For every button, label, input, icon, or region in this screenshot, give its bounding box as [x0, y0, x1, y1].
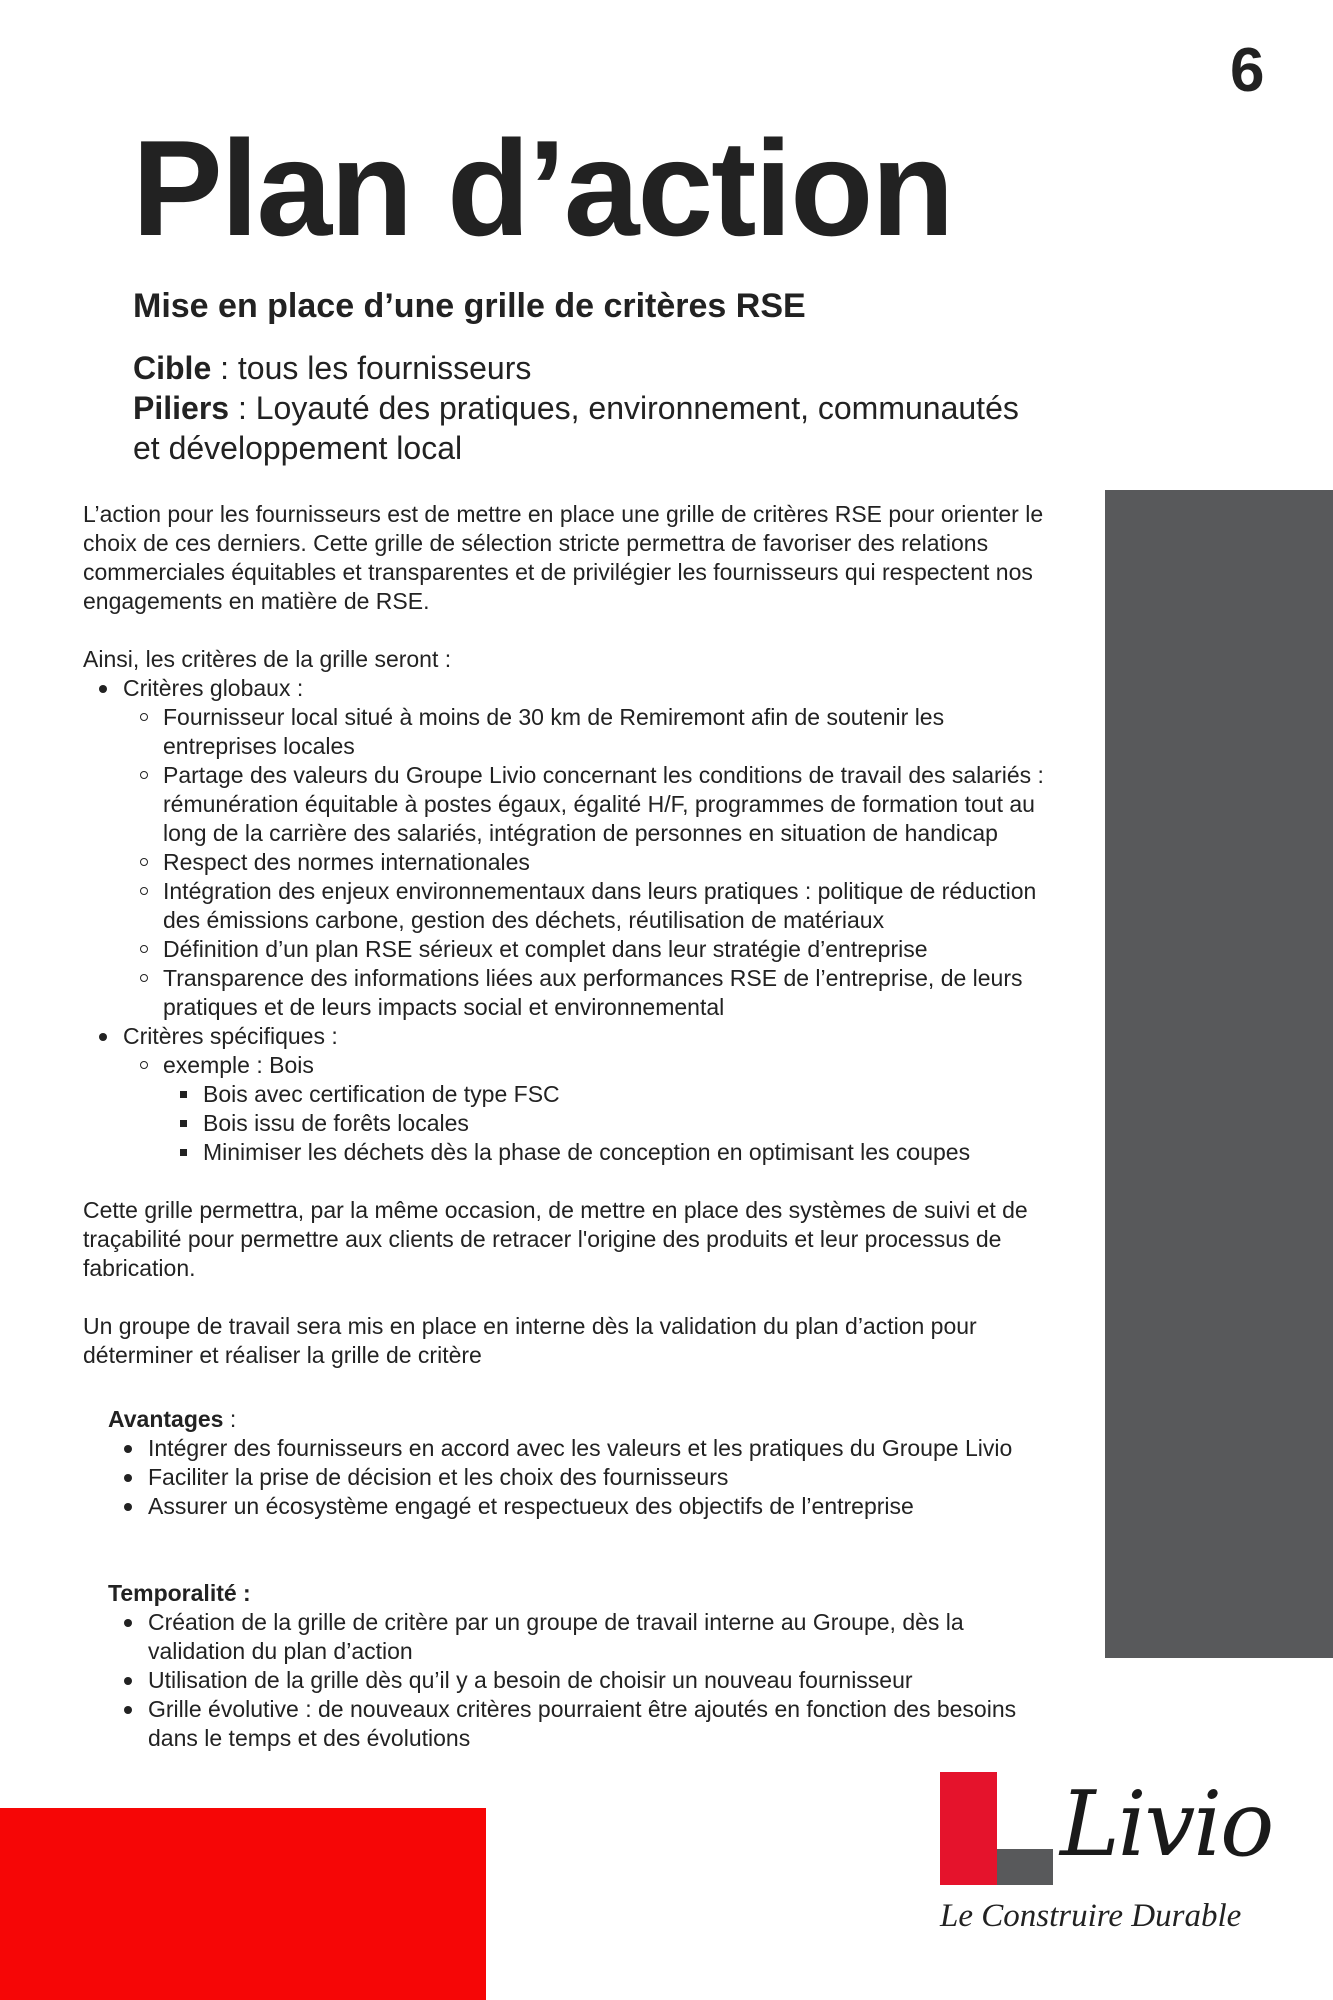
page-title: Plan d’action	[132, 112, 953, 264]
list-item: Assurer un écosystème engagé et respectueux des objectifs de l’entreprise	[108, 1492, 1063, 1521]
pillars-line	[133, 388, 1053, 468]
logo-red-square	[940, 1772, 997, 1885]
list-item: Transparence des informations liées aux performances RSE de l’entreprise, de leurs pratiques et de leurs impacts social et environnemental	[123, 964, 1063, 1022]
page-subtitle: Mise en place d’une grille de critères RSE	[133, 287, 806, 325]
logo-wordmark: Livio	[1060, 1772, 1273, 1877]
intro-paragraph: L’action pour les fournisseurs est de mettre en place une grille de critères RSE pour orienter le choix de ces derniers. Cette grille de sélection stricte permettra de favoriser des relations commerciales équitables et transparentes et de privilégier les fournisseurs qui respectent nos engagements en matière de RSE.	[83, 501, 1044, 614]
target-value: tous les fournisseurs	[237, 350, 532, 386]
pillars-value: Loyauté des pratiques, environnement, communautés et développement local	[133, 390, 1019, 466]
list-item: Création de la grille de critère par un groupe de travail interne au Groupe, dès la validation du plan d’action	[108, 1608, 1063, 1666]
tracking-paragraph: Cette grille permettra, par la même occasion, de mettre en place des systèmes de suivi et de traçabilité pour permettre aux clients de retracer l'origine des produits et leur processus de fabrication.	[83, 1197, 1028, 1281]
specific-criteria-list	[123, 1051, 1063, 1167]
list-item	[83, 1022, 1063, 1167]
list-item: Partage des valeurs du Groupe Livio concernant les conditions de travail des salariés : rémunération équitable à postes égaux, égalité H/F, programmes de formation tout au long de la carrière des salariés, intégration de personnes en situation de handicap	[123, 761, 1063, 848]
pillars-separator: :	[229, 390, 256, 426]
specific-criteria-label: Critères spécifiques :	[123, 1023, 338, 1049]
list-item: Intégration des enjeux environnementaux dans leurs pratiques : politique de réduction des émissions carbone, gestion des déchets, réutilisation de matériaux	[123, 877, 1063, 935]
global-criteria-list	[123, 703, 1063, 1022]
livio-logo	[940, 1772, 1273, 1942]
target-line	[133, 348, 1053, 388]
decorative-gray-panel	[1105, 490, 1333, 1658]
wood-criteria-list	[163, 1080, 1063, 1167]
advantages-label: Avantages	[108, 1406, 224, 1432]
action-meta	[133, 348, 1053, 468]
timing-list	[108, 1608, 1063, 1753]
advantages-list	[108, 1434, 1063, 1521]
criteria-list	[83, 674, 1063, 1167]
list-item: Utilisation de la grille dès qu’il y a besoin de choisir un nouveau fournisseur	[108, 1666, 1063, 1695]
list-item: Grille évolutive : de nouveaux critères pourraient être ajoutés en fonction des besoins dans le temps et des évolutions	[108, 1695, 1063, 1753]
decorative-red-block	[0, 1808, 486, 2000]
pillars-label: Piliers	[133, 390, 230, 426]
target-separator: :	[211, 350, 238, 386]
logo-tagline: Le Construire Durable	[940, 1898, 1242, 1934]
list-item: Définition d’un plan RSE sérieux et complet dans leur stratégie d’entreprise	[123, 935, 1063, 964]
list-item: Respect des normes internationales	[123, 848, 1063, 877]
list-item: Fournisseur local situé à moins de 30 km de Remiremont afin de soutenir les entreprises locales	[123, 703, 1063, 761]
list-item: Bois avec certification de type FSC	[163, 1080, 1063, 1109]
logo-gray-square	[997, 1849, 1053, 1885]
working-group-paragraph: Un groupe de travail sera mis en place en interne dès la validation du plan d’action pour déterminer et réaliser la grille de critère	[83, 1313, 977, 1368]
advantages-heading	[108, 1405, 1063, 1434]
list-item	[123, 1051, 1063, 1167]
list-item: Faciliter la prise de décision et les choix des fournisseurs	[108, 1463, 1063, 1492]
specific-example: exemple : Bois	[163, 1052, 314, 1078]
list-item: Minimiser les déchets dès la phase de conception en optimisant les coupes	[163, 1138, 1063, 1167]
main-content	[83, 500, 1063, 1753]
timing-label: Temporalité :	[108, 1580, 251, 1606]
list-item	[83, 674, 1063, 1022]
list-item: Intégrer des fournisseurs en accord avec les valeurs et les pratiques du Groupe Livio	[108, 1434, 1063, 1463]
timing-section	[108, 1579, 1063, 1753]
global-criteria-label: Critères globaux :	[123, 675, 304, 701]
advantages-section	[108, 1405, 1063, 1521]
target-label: Cible	[133, 350, 212, 386]
page-number: 6	[1230, 36, 1265, 105]
timing-heading	[108, 1579, 1063, 1608]
criteria-lead: Ainsi, les critères de la grille seront :	[83, 646, 452, 672]
list-item: Bois issu de forêts locales	[163, 1109, 1063, 1138]
advantages-separator: :	[223, 1406, 237, 1432]
